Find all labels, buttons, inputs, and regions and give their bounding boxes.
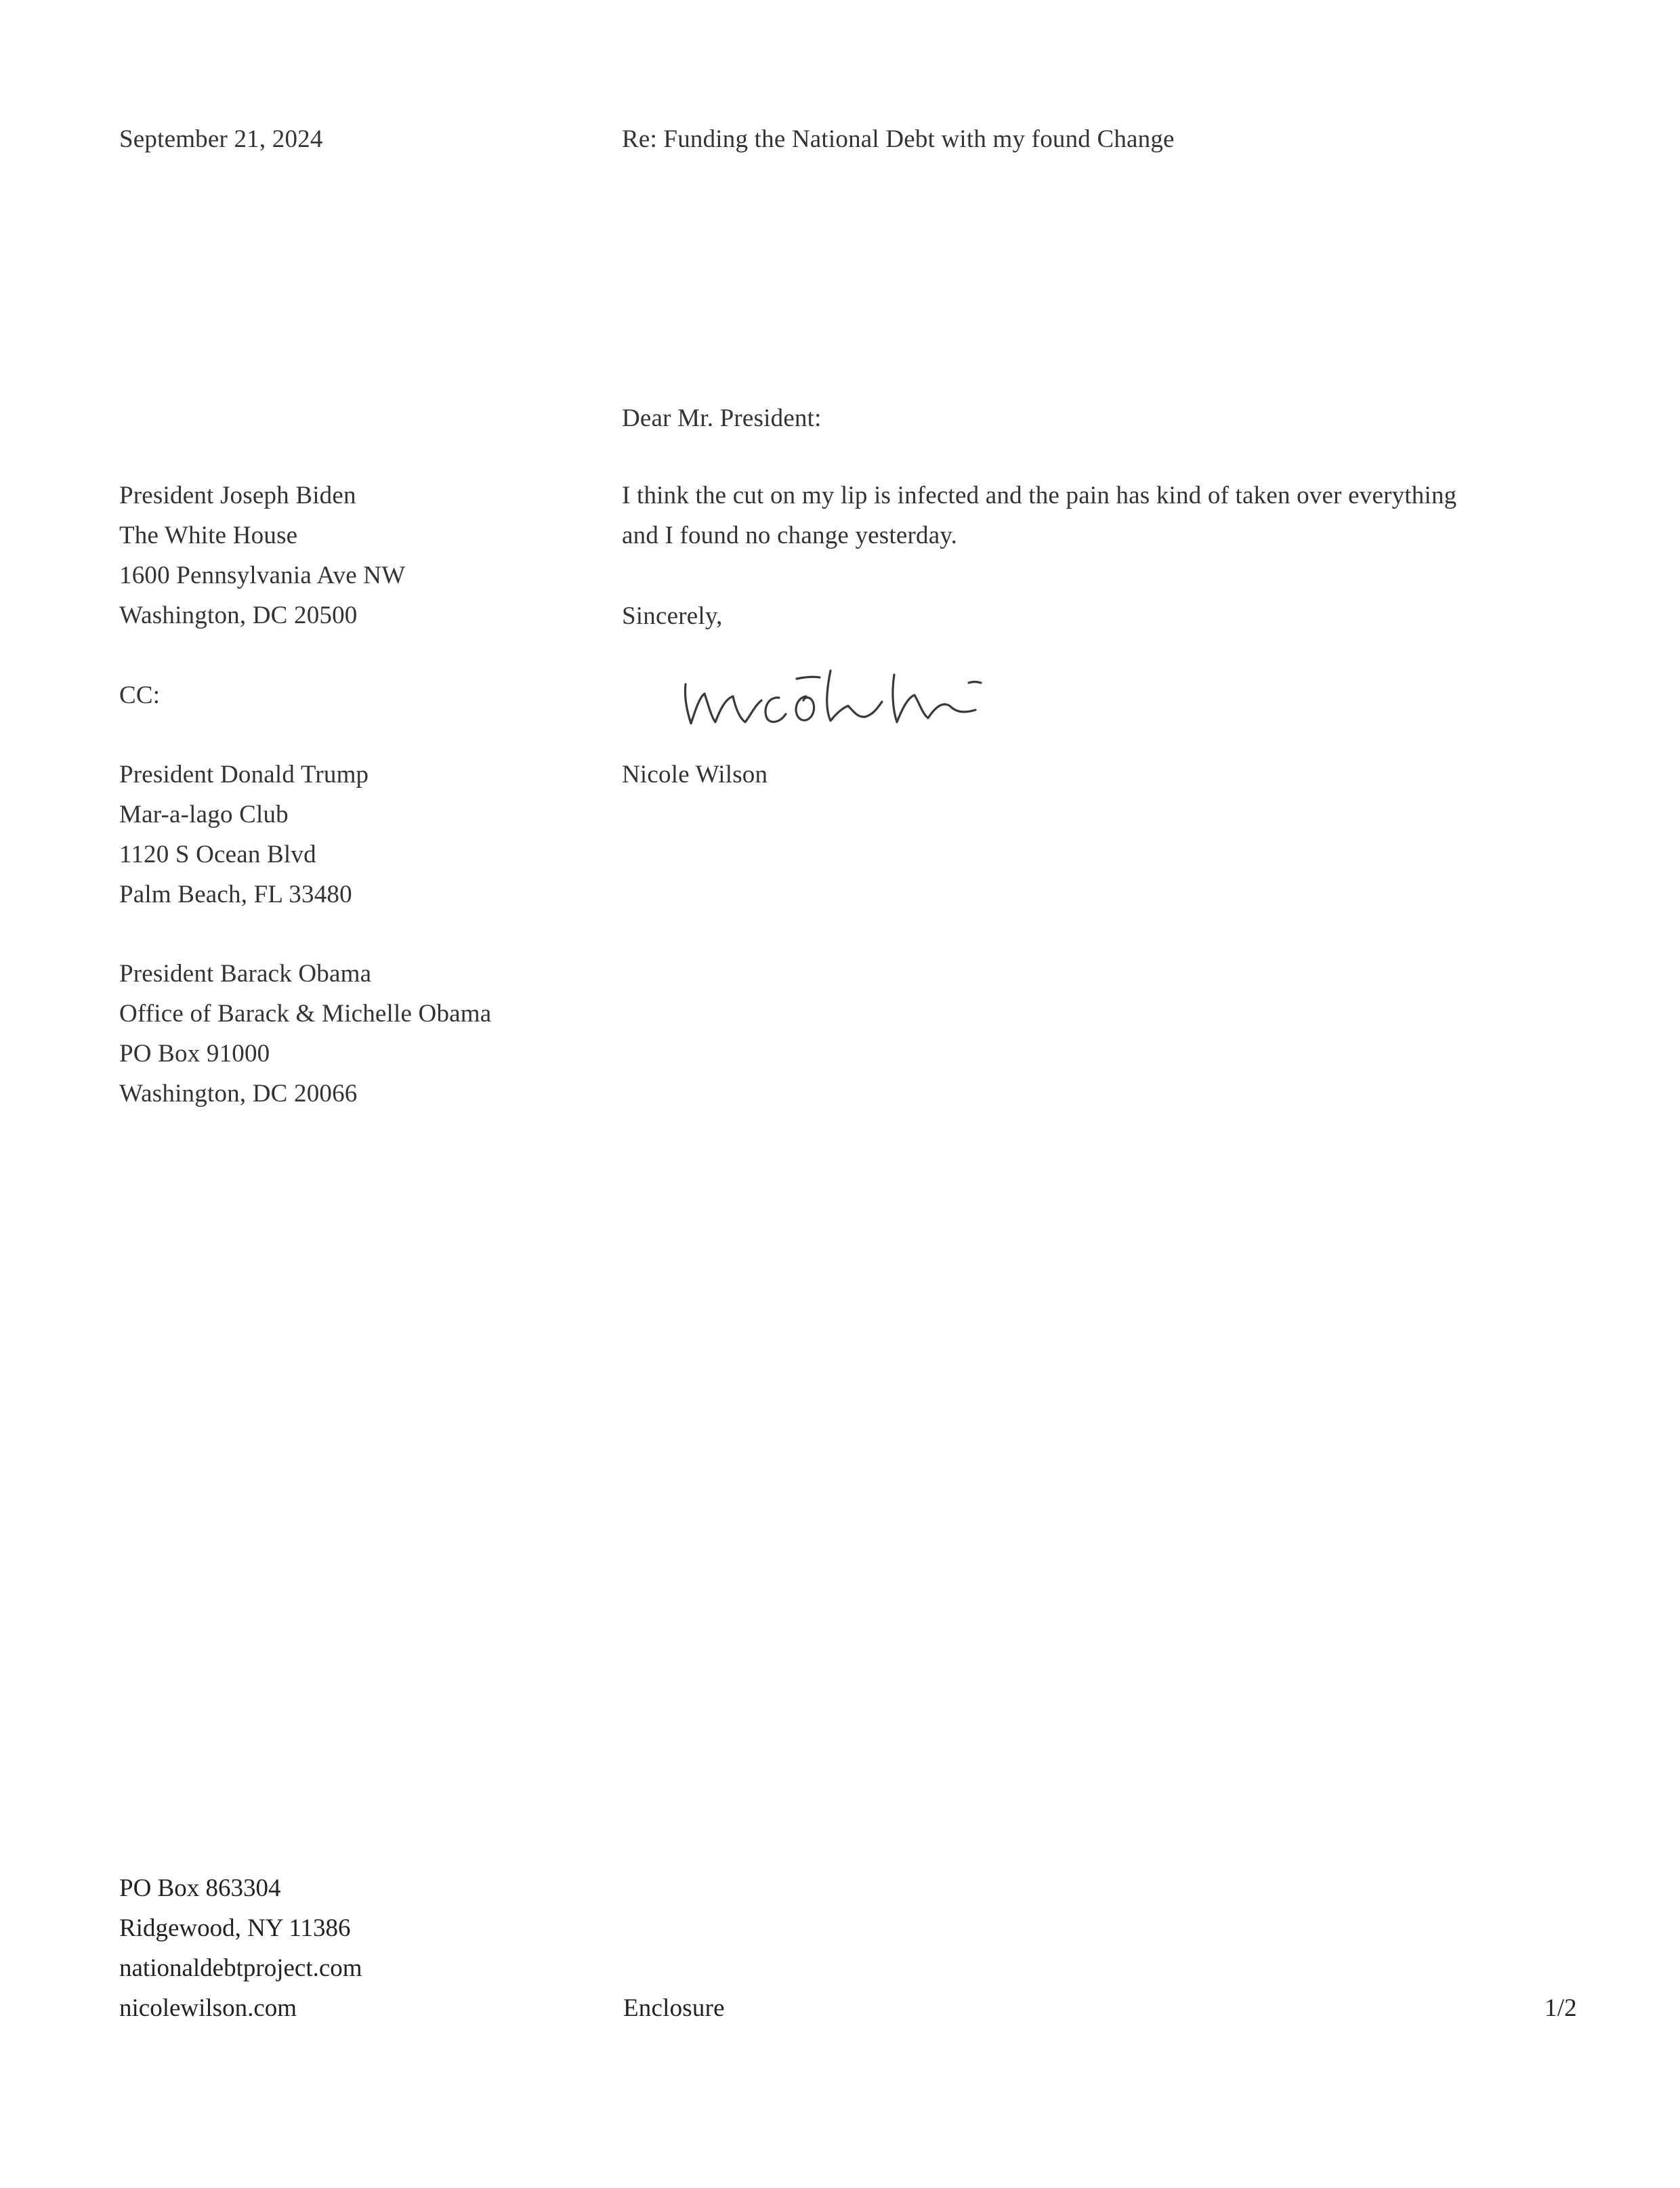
enclosure-label: Enclosure <box>623 1994 725 2022</box>
footer-website-project: nationaldebtproject.com <box>119 1954 362 1982</box>
letter-subject: Re: Funding the National Debt with my found Change <box>622 125 1175 153</box>
body-line-2: and I found no change yesterday. <box>622 522 958 549</box>
cc-recipient-city: Washington, DC 20066 <box>119 1080 358 1108</box>
salutation: Dear Mr. President: <box>622 404 822 432</box>
footer-website-personal: nicolewilson.com <box>119 1994 297 2022</box>
cc-recipient-name: President Barack Obama <box>119 960 372 988</box>
cc-recipient-name: President Donald Trump <box>119 761 369 788</box>
footer-po-box: PO Box 863304 <box>119 1874 281 1902</box>
page-number: 1/2 <box>1545 1994 1577 2022</box>
footer-sender-info <box>119 1868 362 2028</box>
letter-date: September 21, 2024 <box>119 125 323 153</box>
body-paragraph <box>622 476 1456 555</box>
cc-recipient-city: Palm Beach, FL 33480 <box>119 881 352 908</box>
cc-recipient-street: 1120 S Ocean Blvd <box>119 841 316 868</box>
recipient-street: 1600 Pennsylvania Ave NW <box>119 562 406 589</box>
recipient-city: Washington, DC 20500 <box>119 602 358 629</box>
cc-recipient-street: PO Box 91000 <box>119 1040 270 1068</box>
cc-recipient-trump <box>119 755 369 914</box>
closing: Sincerely, <box>622 602 723 630</box>
recipient-org: The White House <box>119 522 298 549</box>
recipient-name: President Joseph Biden <box>119 482 356 509</box>
cc-recipient-obama <box>119 954 491 1114</box>
signer-name: Nicole Wilson <box>622 761 768 788</box>
cc-recipient-org: Mar-a-lago Club <box>119 801 289 828</box>
handwritten-signature <box>671 644 1036 738</box>
footer-city: Ridgewood, NY 11386 <box>119 1914 351 1942</box>
cc-label: CC: <box>119 681 161 709</box>
recipient-address <box>119 476 405 635</box>
body-line-1: I think the cut on my lip is infected and the pain has kind of taken over everything <box>622 482 1457 509</box>
cc-recipient-org: Office of Barack & Michelle Obama <box>119 1000 492 1028</box>
